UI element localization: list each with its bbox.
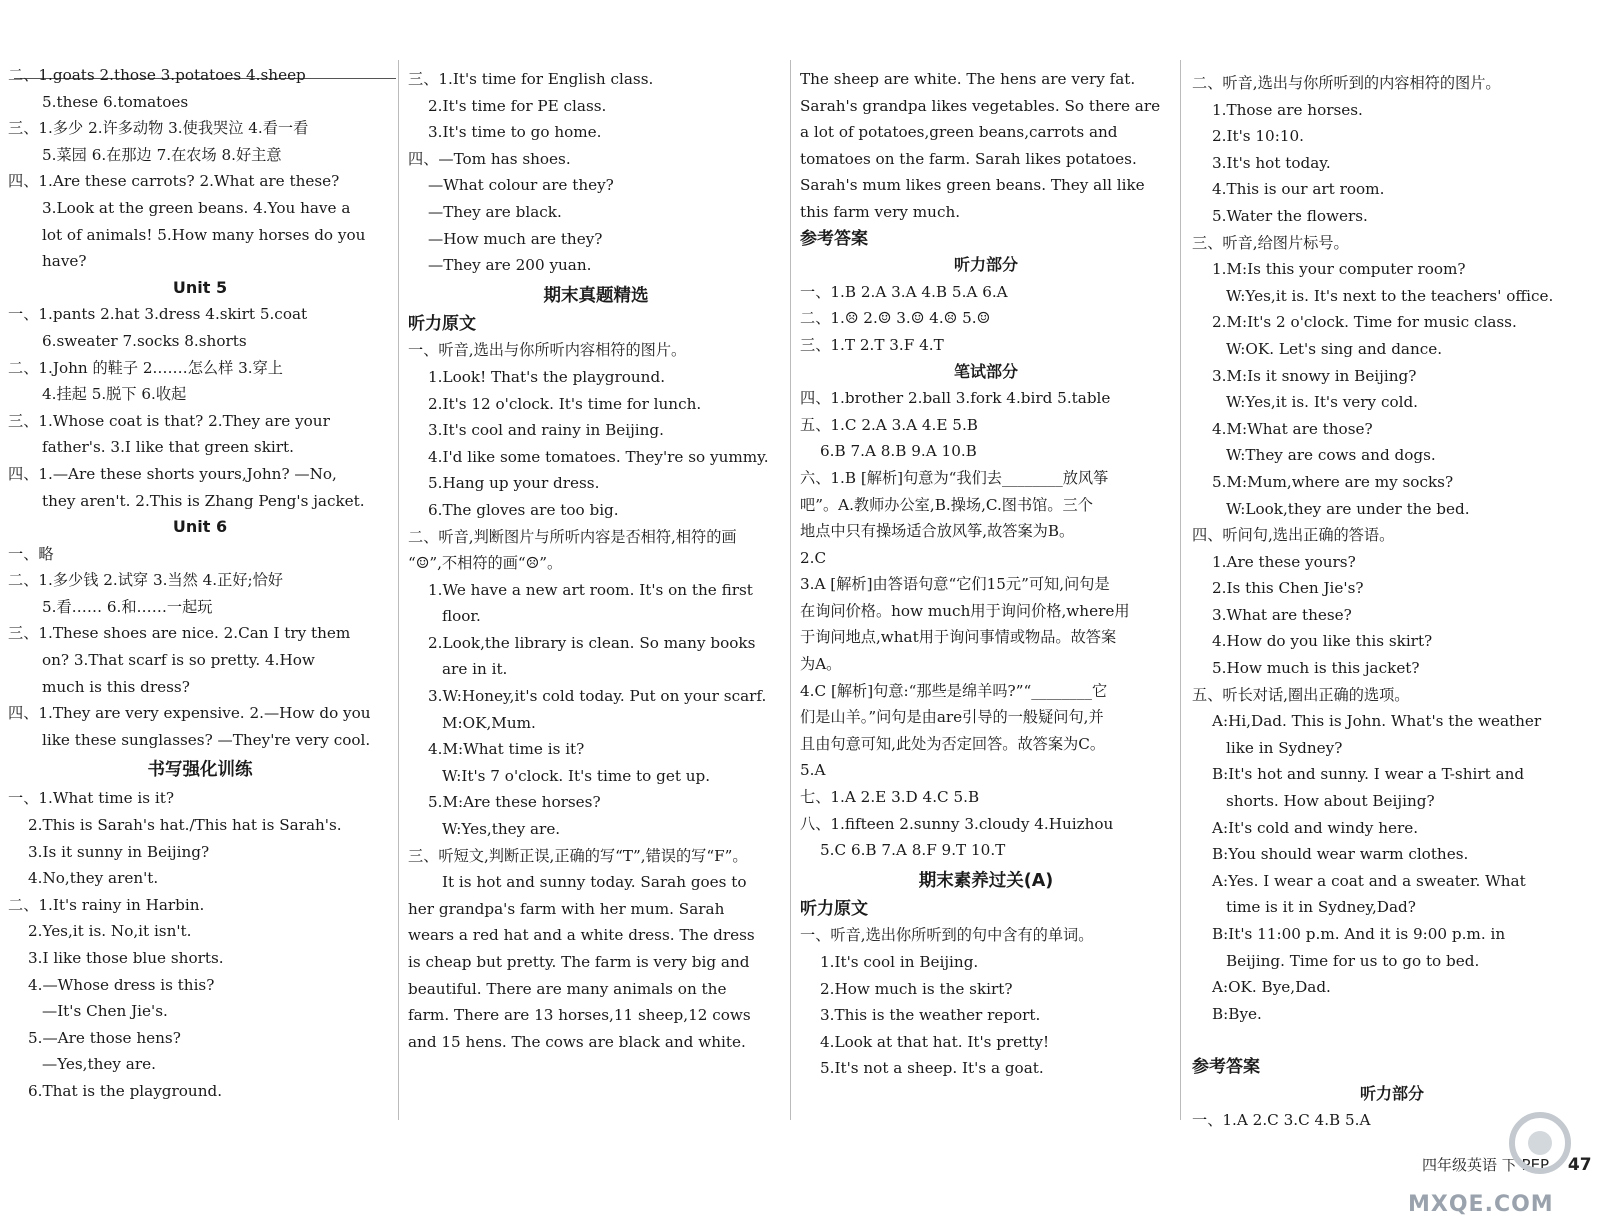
text-line: father's. 3.I like that green skirt. [42,438,294,457]
text-line: is cheap but pretty. The farm is very big and [408,953,750,971]
text-line: Unit 5 [172,277,228,297]
text-line: 5.看…… 6.和……一起玩 [42,597,213,616]
footer-label: 四年级英语 下 PEP [1422,1156,1550,1174]
text-line: farm. There are 13 horses,11 sheep,12 cows [408,1006,751,1025]
text-line: 3.A [解析]由答语句意“它们15元”可知,问句是 [800,575,1110,594]
text-line: 6.sweater 7.socks 8.shorts [42,331,247,350]
watermark-text: MXQE.COM [1408,1192,1554,1217]
column-divider-2 [790,60,791,1120]
text-line: 5.Hang up your dress. [428,474,600,493]
text-line: 2.Is this Chen Jie's? [1212,579,1364,598]
text-line: 4.No,they aren't. [28,869,159,888]
text-line: 一、1.B 2.A 3.A 4.B 5.A 6.A [800,282,1008,301]
text-line: It is hot and sunny today. Sarah goes to [442,873,747,892]
text-line: 六、1.B [解析]句意为“我们去________放风筝 [800,468,1109,487]
text-line: A:Yes. I wear a coat and a sweater. What [1212,871,1526,890]
text-line: 4.Look at that hat. It's pretty! [820,1032,1050,1051]
text-line: 5.Water the flowers. [1212,206,1368,225]
text-line: 三、听短文,判断正误,正确的写“T”,错误的写“F”。 [408,846,748,865]
text-line: 2.M:It's 2 o'clock. Time for music class. [1212,313,1517,332]
text-line: 6.That is the playground. [28,1081,223,1100]
text-line: 4.M:What time is it? [428,740,585,759]
text-line: 2.It's 12 o'clock. It's time for lunch. [428,394,702,413]
text-line: 3.It's time to go home. [428,123,602,142]
text-line: 5.How much is this jacket? [1212,659,1420,678]
text-line [1192,1027,1592,1054]
text-line: “☺”,不相符的画“☹”。 [408,554,563,573]
text-line: 五、听长对话,圈出正确的选项。 [1192,685,1410,704]
text-line: 一、1.What time is it? [8,789,175,808]
text-line: —They are black. [428,202,562,221]
text-line: 听力原文 [408,313,476,334]
text-line: 3.M:Is it snowy in Beijing? [1212,366,1417,385]
text-line: 4.This is our art room. [1212,180,1385,199]
text-line: B:You should wear warm clothes. [1212,845,1469,864]
text-line: W:Yes,it is. It's next to the teachers' office. [1226,286,1554,305]
text-line: 三、1.These shoes are nice. 2.Can I try them [8,624,351,643]
text-line: 3.Is it sunny in Beijing? [28,842,210,861]
text-line: 三、1.多少 2.许多动物 3.使我哭泣 4.看一看 [8,119,309,138]
text-line: a lot of potatoes,green beans,carrots and [800,123,1118,142]
text-line: 2.Look,the library is clean. So many books [428,633,756,652]
text-line: 听力部分 [1359,1083,1424,1103]
text-line: 四、—Tom has shoes. [408,149,571,168]
text-line: Sarah's grandpa likes vegetables. So there are [800,96,1161,115]
text-line: lot of animals! 5.How many horses do you [42,225,366,244]
column-3 [800,66,1172,1082]
text-line: W:It's 7 o'clock. It's time to get up. [442,766,711,785]
text-line: 1.Are these yours? [1212,552,1356,571]
text-line: 期末素养过关(A) [918,870,1054,891]
text-line: The sheep are white. The hens are very fat. [800,70,1136,88]
text-line: B:It's 11:00 p.m. And it is 9:00 p.m. in [1212,925,1506,943]
text-line: 笔试部分 [953,361,1018,381]
text-line: 5.It's not a sheep. It's a goat. [820,1059,1044,1078]
text-line: B:Bye. [1212,1004,1262,1023]
text-line: 四、1.They are very expensive. 2.—How do you [8,704,371,723]
text-line: 5.M:Mum,where are my socks? [1212,472,1454,491]
text-line: 且由句意可知,此处为否定回答。故答案为C。 [800,734,1106,753]
text-line: 四、1.—Are these shorts yours,John? —No, [8,464,337,483]
text-line: 二、听音,判断图片与所听内容是否相符,相符的画 [408,527,737,546]
text-line: 吧”。A.教师办公室,B.操场,C.图书馆。三个 [800,495,1093,514]
column-4 [1192,70,1592,1134]
text-line: 3.What are these? [1212,605,1352,624]
text-line: 三、1.T 2.T 3.F 4.T [800,335,944,354]
text-line: A:OK. Bye,Dad. [1212,978,1331,997]
text-line: 四、1.Are these carrots? 2.What are these? [8,172,340,191]
text-line: 书写强化训练 [147,760,253,781]
text-line: 5.C 6.B 7.A 8.F 9.T 10.T [820,841,1006,860]
text-line: —They are 200 yuan. [428,256,592,275]
text-line: Unit 6 [172,517,228,537]
text-line: 4.M:What are those? [1212,419,1373,438]
text-line: 于询问地点,what用于询问事情或物品。故答案 [800,628,1117,647]
text-line: 3.W:Honey,it's cold today. Put on your scarf. [428,687,767,706]
text-line: on? 3.That scarf is so pretty. 4.How [42,651,315,670]
text-line: and 15 hens. The cows are black and white. [408,1032,746,1051]
text-line: W:Yes,it is. It's very cold. [1226,393,1419,412]
text-line: 期末真题精选 [543,285,649,306]
column-1 [8,62,392,1105]
text-line: W:OK. Let's sing and dance. [1226,339,1443,358]
text-line: floor. [442,607,481,626]
text-line: 三、1.Whose coat is that? 2.They are your [8,411,330,430]
text-line: W:Yes,they are. [442,820,561,839]
text-line: 听力部分 [953,255,1018,275]
text-line: 4.C [解析]句意:“那些是绵羊吗?”“________它 [800,681,1108,700]
text-line: 们是山羊。”问句是由are引导的一般疑问句,并 [800,708,1104,727]
column-2 [408,66,784,1055]
text-line: they aren't. 2.This is Zhang Peng's jacket. [42,491,365,510]
text-line: 1.Look! That's the playground. [428,367,666,386]
text-line: 4.How do you like this skirt? [1212,632,1433,651]
text-line: 听力原文 [800,898,868,919]
text-line: 1.Those are horses. [1212,100,1363,119]
text-line: 5.菜园 6.在那边 7.在农场 8.好主意 [42,145,282,164]
text-line: 二、听音,选出与你所听到的内容相符的图片。 [1192,74,1501,92]
text-line: 参考答案 [1192,1056,1260,1077]
text-line: have? [42,252,87,271]
text-line: 一、1.A 2.C 3.C 4.B 5.A [1192,1111,1371,1130]
text-line: 6.B 7.A 8.B 9.A 10.B [820,442,977,461]
text-line: 在询问价格。how much用于询问价格,where用 [800,601,1130,620]
text-line: 2.How much is the skirt? [820,979,1013,998]
text-line: 5.—Are those hens? [28,1028,181,1047]
text-line: beautiful. There are many animals on the [408,979,727,998]
text-line: 4.挂起 5.脱下 6.收起 [42,385,187,404]
text-line: like these sunglasses? —They're very cool. [42,730,371,749]
text-line: 3.This is the weather report. [820,1006,1041,1025]
text-line: like in Sydney? [1226,738,1343,757]
text-line: 3.Look at the green beans. 4.You have a [42,198,351,217]
text-line: 5.these 6.tomatoes [42,92,189,111]
text-line: 2.It's 10:10. [1212,127,1304,146]
text-line: —What colour are they? [428,176,614,195]
text-line: 四、1.brother 2.ball 3.fork 4.bird 5.table [800,389,1111,408]
text-line: 四、听问句,选出正确的答语。 [1192,526,1395,545]
text-line: 一、听音,选出与你所听内容相符的图片。 [408,341,687,360]
text-line: 八、1.fifteen 2.sunny 3.cloudy 4.Huizhou [800,814,1114,833]
text-line: 2.This is Sarah's hat./This hat is Sarah's. [28,816,342,835]
text-line: 二、1.goats 2.those 3.potatoes 4.sheep [8,66,306,84]
text-line: time is it in Sydney,Dad? [1226,898,1416,917]
text-line: 2.It's time for PE class. [428,96,607,115]
text-line: 5.M:Are these horses? [428,793,601,812]
text-line: 6.The gloves are too big. [428,500,619,519]
column-divider-3 [1180,60,1181,1120]
text-line: Beijing. Time for us to go to bed. [1226,951,1480,970]
text-line: 五、1.C 2.A 3.A 4.E 5.B [800,415,978,434]
text-line: —How much are they? [428,229,603,248]
text-line: W:They are cows and dogs. [1226,446,1436,465]
text-line: W:Look,they are under the bed. [1226,499,1470,518]
text-line: 1.It's cool in Beijing. [820,953,979,971]
text-line: 2.Yes,it is. No,it isn't. [28,922,192,941]
text-line: 地点中只有操场适合放风筝,故答案为B。 [800,522,1075,541]
text-line: Sarah's mum likes green beans. They all like [800,176,1145,195]
text-line: shorts. How about Beijing? [1226,792,1435,811]
text-line: are in it. [442,660,508,679]
page-number: 47 [1567,1155,1592,1175]
text-line: 二、1.John 的鞋子 2.……怎么样 3.穿上 [8,358,283,377]
text-line: 二、1.☹ 2.☺ 3.☺ 4.☹ 5.☺ [800,309,991,328]
text-line: —Yes,they are. [42,1055,156,1074]
text-line: 1.M:Is this your computer room? [1212,260,1466,279]
text-line: tomatoes on the farm. Sarah likes potatoes. [800,149,1137,168]
text-line: M:OK,Mum. [442,713,536,732]
text-line: 4.I'd like some tomatoes. They're so yummy. [428,447,769,466]
text-line: 1.We have a new art room. It's on the first [428,580,753,599]
text-line: A:It's cold and windy here. [1212,818,1419,837]
text-line: 三、听音,给图片标号。 [1192,233,1349,252]
text-line: B:It's hot and sunny. I wear a T-shirt and [1212,765,1525,784]
text-line: 为A。 [800,655,842,674]
text-line: this farm very much. [800,202,961,221]
text-line: 参考答案 [800,228,868,249]
column-divider-1 [398,60,399,1120]
text-line: much is this dress? [42,677,190,696]
text-line: 七、1.A 2.E 3.D 4.C 5.B [800,788,980,807]
text-line: 二、1.多少钱 2.试穿 3.当然 4.正好;恰好 [8,571,283,590]
text-line: 3.I like those blue shorts. [28,949,224,967]
text-line: 2.C [800,548,827,567]
text-line: A:Hi,Dad. This is John. What's the weather [1212,712,1542,731]
watermark-logo-icon [1500,1108,1580,1178]
text-line: 4.—Whose dress is this? [28,975,215,994]
text-line: 一、略 [8,544,54,563]
text-line: her grandpa's farm with her mum. Sarah [408,899,725,918]
text-line: 5.A [800,761,826,780]
text-line: 3.It's cool and rainy in Beijing. [428,421,664,440]
text-line: 3.It's hot today. [1212,153,1331,172]
text-line: —It's Chen Jie's. [42,1002,168,1021]
text-line: 三、1.It's time for English class. [408,70,654,88]
text-line: wears a red hat and a white dress. The dress [408,926,755,945]
text-line: 二、1.It's rainy in Harbin. [8,895,205,914]
text-line: 一、1.pants 2.hat 3.dress 4.skirt 5.coat [8,305,308,324]
text-line: 一、听音,选出你所听到的句中含有的单词。 [800,926,1094,945]
